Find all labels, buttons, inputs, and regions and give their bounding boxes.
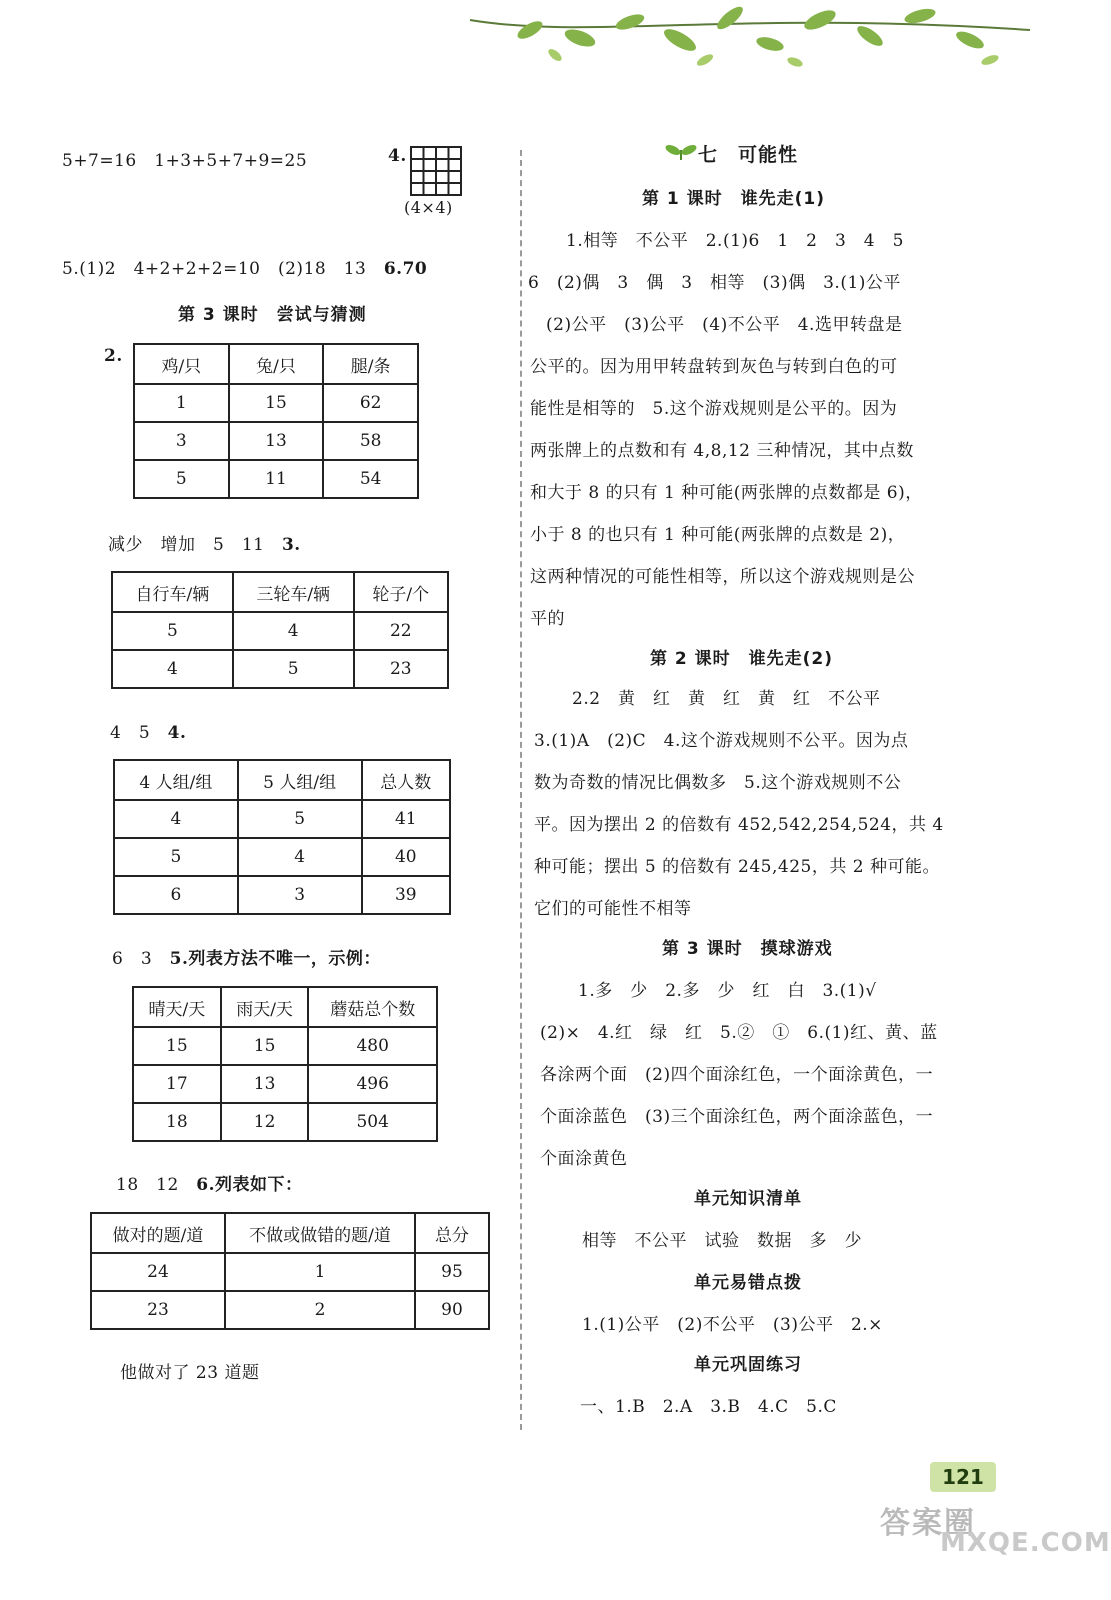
paragraph-line: 平。因为摆出 2 的倍数有 452,542,254,524，共 4 [534,815,944,835]
table-cell: 39 [362,876,450,914]
grid-figure [410,146,462,196]
table-cell: 3 [238,876,362,914]
table-cell: 15 [221,1027,309,1065]
table-header: 腿/条 [323,344,418,384]
grid-caption: (4×4) [404,198,453,217]
lesson-heading-3: 第 3 课时 尝试与猜测 [178,305,367,325]
answer-line-4-bold: 4. [167,723,187,743]
table-bikes-trikes [111,571,449,689]
table-cell: 5 [233,650,354,688]
paragraph-line: 1.相等 不公平 2.(1)6 1 2 3 4 5 [566,231,904,251]
table-cell: 4 [114,800,238,838]
table-header: 晴天/天 [133,987,221,1027]
answer-line-5 [112,944,381,969]
table-header: 自行车/辆 [112,572,233,612]
table-cell: 13 [221,1065,309,1103]
paragraph-line: 平的 [530,609,565,629]
answer-line-2-bold: 6.70 [383,259,428,279]
table-cell: 5 [114,838,238,876]
answer-line-6-bold: 6.列表如下： [196,1175,303,1195]
paragraph-line: 公平的。因为用甲转盘转到灰色与转到白色的可 [530,357,898,377]
table-header: 总分 [415,1213,489,1253]
paragraph-line: 种可能；摆出 5 的倍数有 245,425，共 2 种可能。 [534,857,940,877]
table-cell: 1 [225,1253,415,1291]
table-mushrooms [132,986,438,1142]
table-cell: 5 [134,460,229,498]
answer-line-2-text: 5.(1)2 4+2+2+2=10 (2)18 13 [62,259,384,279]
section-heading-mistakes: 单元易错点拨 [694,1273,802,1293]
paragraph-line: 3.(1)A (2)C 4.这个游戏规则不公平。因为点 [534,731,909,751]
table-header: 鸡/只 [134,344,229,384]
paragraph-line: 6 (2)偶 3 偶 3 相等 (3)偶 3.(1)公平 [528,273,901,293]
table-header: 三轮车/辆 [233,572,354,612]
answer-line-3-text: 减少 增加 5 11 [108,535,282,555]
table-cell: 54 [323,460,418,498]
answer-line-4-text: 4 5 [110,723,168,743]
table-cell: 4 [238,838,362,876]
answer-line-6-text: 18 12 [116,1175,197,1195]
table-cell: 12 [221,1103,309,1141]
table-quiz-scores [90,1212,490,1330]
answer-line-2 [62,254,427,279]
paragraph-line: 1.(1)公平 (2)不公平 (3)公平 2.× [582,1315,883,1335]
table-cell: 40 [362,838,450,876]
leaf-decoration-icon [470,0,1030,80]
paragraph-line: 两张牌上的点数和有 4,8,12 三种情况，其中点数 [530,441,914,461]
table-header: 蘑菇总个数 [308,987,437,1027]
table-header: 轮子/个 [354,572,448,612]
table-cell: 15 [133,1027,221,1065]
paragraph-line: 一、1.B 2.A 3.B 4.C 5.C [580,1397,837,1417]
table-cell: 22 [354,612,448,650]
table-cell: 480 [308,1027,437,1065]
table-cell: 4 [233,612,354,650]
table-cell: 95 [415,1253,489,1291]
paragraph-line: 小于 8 的也只有 1 种可能(两张牌的点数是 2)， [530,525,906,545]
table-cell: 23 [91,1291,225,1329]
sprout-icon [664,142,698,162]
answer-line-3 [108,530,301,555]
answer-line-3-bold: 3. [281,535,301,555]
answer-line-7: 他做对了 23 道题 [120,1363,260,1383]
table-cell: 17 [133,1065,221,1103]
table-header: 总人数 [362,760,450,800]
table-header: 4 人组/组 [114,760,238,800]
column-divider [520,150,522,1430]
answer-line-1: 5+7=16 1+3+5+7+9=25 [62,151,308,171]
paragraph-line: (2)公平 (3)公平 (4)不公平 4.选甲转盘是 [546,315,903,335]
chapter-title: 七 可能性 [698,144,799,166]
table-cell: 13 [229,422,324,460]
table-cell: 5 [238,800,362,838]
table-cell: 6 [114,876,238,914]
paragraph-line: 它们的可能性不相等 [534,899,692,919]
lesson-heading-2: 第 2 课时 谁先走(2) [650,649,834,669]
paragraph-line: 个面涂黄色 [540,1149,628,1169]
table-header: 5 人组/组 [238,760,362,800]
paragraph-line: 和大于 8 的只有 1 种可能(两张牌的点数都是 6)， [530,483,923,503]
answer-line-6 [116,1170,303,1195]
table-cell: 62 [323,384,418,422]
table-groups [113,759,451,915]
table-header: 雨天/天 [221,987,309,1027]
section-heading-practice: 单元巩固练习 [694,1355,802,1375]
answer-line-5-text: 6 3 [112,949,170,969]
section-heading-knowledge: 单元知识清单 [694,1189,802,1209]
paragraph-line: 个面涂蓝色 (3)三个面涂红色，两个面涂蓝色，一 [540,1107,934,1127]
table-cell: 23 [354,650,448,688]
lesson-heading-1: 第 1 课时 谁先走(1) [642,189,826,209]
table-header: 兔/只 [229,344,324,384]
paragraph-line: 1.多 少 2.多 少 红 白 3.(1)√ [578,981,877,1001]
paragraph-line: 相等 不公平 试验 数据 多 少 [582,1231,862,1251]
table-cell: 504 [308,1103,437,1141]
paragraph-line: 2.2 黄 红 黄 红 黄 红 不公平 [572,689,881,709]
table-cell: 15 [229,384,324,422]
paragraph-line: 这两种情况的可能性相等，所以这个游戏规则是公 [530,567,915,587]
table-cell: 2 [225,1291,415,1329]
watermark-url: MXQE.COM [940,1528,1111,1558]
answer-line-5-bold: 5.列表方法不唯一，示例： [169,949,381,969]
paragraph-line: (2)× 4.红 绿 红 5.② ① 6.(1)红、黄、蓝 [540,1023,938,1043]
table-cell: 1 [134,384,229,422]
table-cell: 3 [134,422,229,460]
paragraph-line: 数为奇数的情况比偶数多 5.这个游戏规则不公 [534,773,902,793]
table-cell: 58 [323,422,418,460]
table-cell: 5 [112,612,233,650]
table-header: 做对的题/道 [91,1213,225,1253]
table-cell: 496 [308,1065,437,1103]
table-header: 不做或做错的题/道 [225,1213,415,1253]
table-cell: 4 [112,650,233,688]
table-cell: 41 [362,800,450,838]
question-number-2: 2. [104,346,123,366]
paragraph-line: 能性是相等的 5.这个游戏规则是公平的。因为 [530,399,898,419]
paragraph-line: 各涂两个面 (2)四个面涂红色，一个面涂黄色，一 [540,1065,934,1085]
table-chicken-rabbit [133,343,419,499]
question-number-4: 4. [388,146,407,166]
table-cell: 90 [415,1291,489,1329]
lesson-heading-3-right: 第 3 课时 摸球游戏 [662,939,833,959]
page-number: 121 [930,1462,996,1492]
table-cell: 24 [91,1253,225,1291]
table-cell: 11 [229,460,324,498]
watermark-logo: 答案圈 [880,1506,976,1541]
answer-line-4 [110,718,186,743]
table-cell: 18 [133,1103,221,1141]
